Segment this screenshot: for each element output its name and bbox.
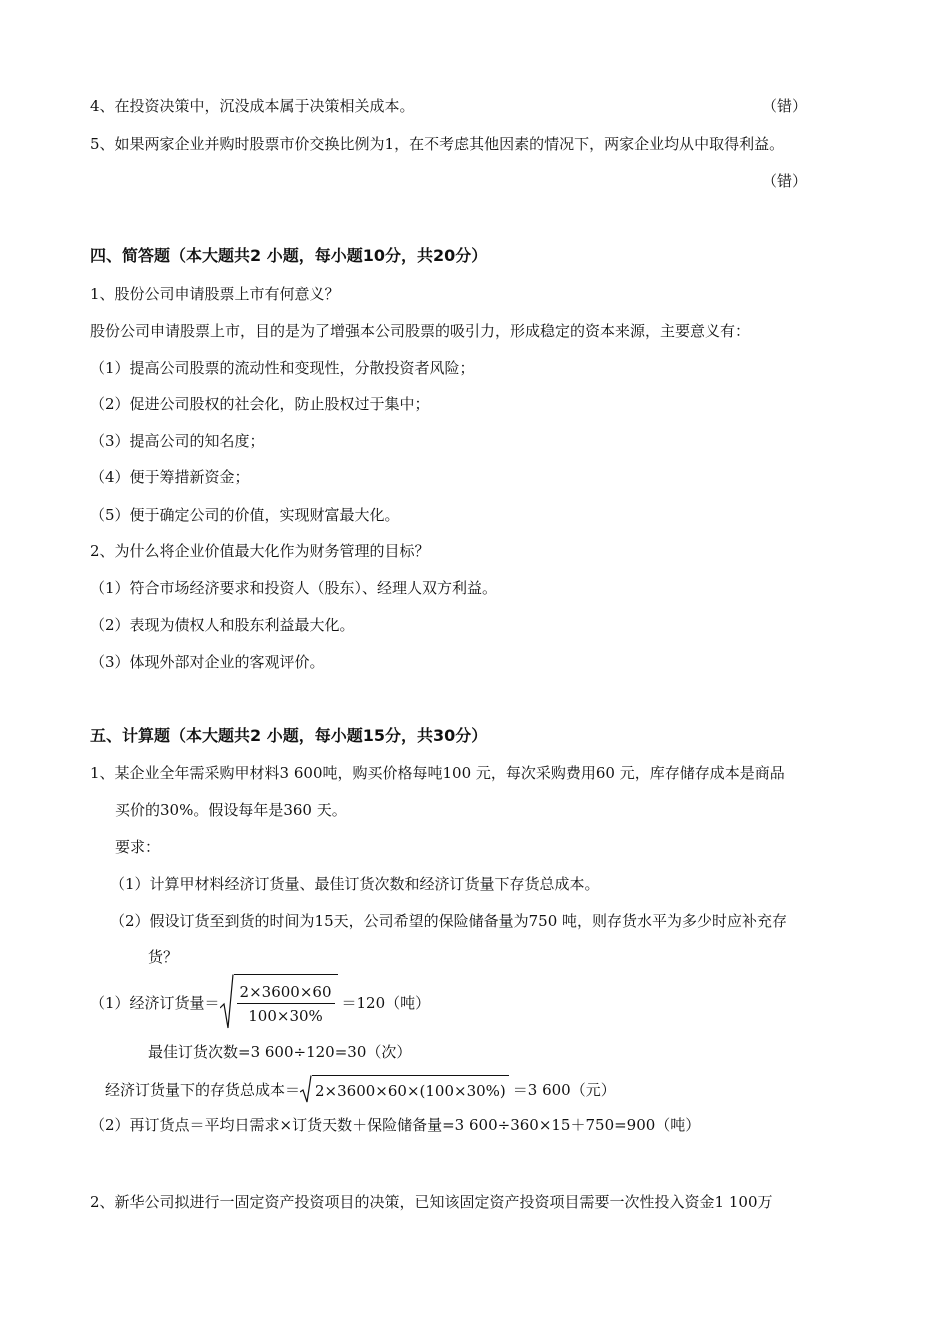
s5-q1-line1: 1、某企业全年需采购甲材料3 600吨，购买价格每吨100 元，每次采购费用60 元，库存储存成本是商品 xyxy=(90,764,785,782)
s5-requirement-1: （1）计算甲材料经济订货量、最佳订货次数和经济订货量下存货总成本。 xyxy=(110,875,600,893)
s4-q1-point: （3）提高公司的知名度； xyxy=(90,432,265,450)
tf-question-4: 4、在投资决策中，沉没成本属于决策相关成本。 xyxy=(90,97,415,115)
section-5-heading: 五、计算题（本大题共2 小题，每小题15分，共30分） xyxy=(90,726,488,745)
s4-q1-point: （5）便于确定公司的价值，实现财富最大化。 xyxy=(90,506,400,524)
radical-sign-icon xyxy=(300,1075,312,1103)
eoq-numerator: 2×3600×60 xyxy=(237,983,335,1004)
s5-q2-line1: 2、新华公司拟进行一固定资产投资项目的决策，已知该固定资产投资项目需要一次性投入资金1 100万 xyxy=(90,1193,773,1211)
s4-q2-point: （1）符合市场经济要求和投资人（股东）、经理人双方利益。 xyxy=(90,579,498,597)
answer-total-cost-label: 经济订货量下的存货总成本＝ xyxy=(105,1080,301,1099)
s4-q1-point: （4）便于筹措新资金； xyxy=(90,468,250,486)
answer-optimal-orders: 最佳订货次数=3 600÷120=30（次） xyxy=(148,1043,412,1061)
answer-total-cost-result: ＝3 600（元） xyxy=(512,1080,616,1099)
tf-question-5: 5、如果两家企业并购时股票市价交换比例为1，在不考虑其他因素的情况下，两家企业均从中取得利益。 xyxy=(90,135,785,153)
section-4-heading: 四、简答题（本大题共2 小题，每小题10分，共20分） xyxy=(90,246,488,265)
s4-question-2: 2、为什么将企业价值最大化作为财务管理的目标？ xyxy=(90,542,430,560)
s4-q2-point: （3）体现外部对企业的客观评价。 xyxy=(90,653,325,671)
s4-q1-point: （2）促进公司股权的社会化，防止股权过于集中； xyxy=(90,395,430,413)
tf-answer-4: （错） xyxy=(762,97,808,115)
answer-eoq-result: ＝120（吨） xyxy=(341,993,431,1012)
answer-eoq-label: （1）经济订货量＝ xyxy=(90,993,220,1012)
s5-requirement-2-line1: （2）假设订货至到货的时间为15天，公司希望的保险储备量为750 吨，则存货水平为多少时应补充存 xyxy=(110,912,788,930)
eoq-denominator: 100×30% xyxy=(248,1006,323,1025)
tf-answer-5: （错） xyxy=(762,172,808,190)
s4-q1-intro: 股份公司申请股票上市，目的是为了增强本公司股票的吸引力，形成稳定的资本来源，主要意义有： xyxy=(90,322,751,340)
s4-q2-point: （2）表现为债权人和股东利益最大化。 xyxy=(90,616,355,634)
s5-q1-line2: 买价的30%。假设每年是360 天。 xyxy=(115,801,347,819)
answer-reorder-point: （2）再订货点＝平均日需求×订货天数＋保险储备量=3 600÷360×15＋750=900（吨） xyxy=(90,1116,701,1134)
answer-eoq-formula xyxy=(90,974,430,1030)
s4-question-1: 1、股份公司申请股票上市有何意义？ xyxy=(90,285,340,303)
s5-requirement-label: 要求： xyxy=(115,838,161,856)
sqrt-expression xyxy=(220,974,338,1030)
sqrt-expression xyxy=(300,1075,509,1103)
answer-total-cost-formula xyxy=(105,1075,616,1103)
s5-requirement-2-line2: 货？ xyxy=(148,948,179,966)
eoq-fraction xyxy=(237,983,335,1025)
s4-q1-point: （1）提高公司股票的流动性和变现性，分散投资者风险； xyxy=(90,359,475,377)
total-cost-radicand: 2×3600×60×(100×30%) xyxy=(312,1075,509,1103)
radical-sign-icon xyxy=(220,974,234,1030)
